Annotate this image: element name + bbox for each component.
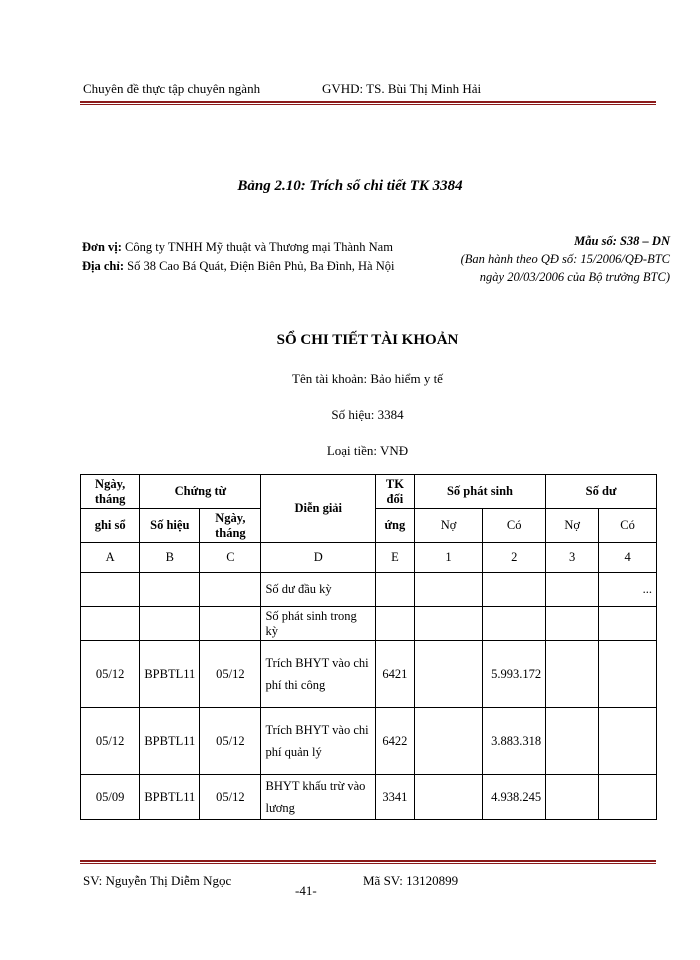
table-row <box>81 775 657 820</box>
footer-student-id: Mã SV: 13120899 <box>363 873 459 888</box>
row-debit <box>414 708 482 775</box>
row-date: 05/12 <box>81 641 140 708</box>
col-debit-header: Nợ <box>414 509 482 543</box>
code-cell: C <box>200 543 261 573</box>
row-voucher-date: 05/12 <box>200 775 261 820</box>
table-caption: Bảng 2.10: Trích sổ chi tiết TK 3384 <box>237 178 463 194</box>
col-tk-header: TK đối <box>375 475 414 509</box>
row-credit: 4.938.245 <box>483 775 546 820</box>
code-cell: B <box>140 543 200 573</box>
code-cell: 3 <box>546 543 599 573</box>
row-voucher-no: BPBTL11 <box>140 641 200 708</box>
form-note-2: ngày 20/03/2006 của Bộ trưởng BTC) <box>479 270 670 284</box>
row-credit: 5.993.172 <box>483 641 546 708</box>
col-arising-header: Số phát sinh <box>414 475 545 509</box>
form-note-1: (Ban hành theo QĐ số: 15/2006/QĐ-BTC <box>460 252 670 266</box>
table-row <box>81 641 657 708</box>
code-row <box>81 543 657 573</box>
header-rule <box>80 101 656 103</box>
row-desc: Trích BHYT vào chi phí thi công <box>261 641 376 708</box>
header-rule-thin <box>80 104 656 105</box>
col-bal-credit-header: Có <box>599 509 657 543</box>
col-voucher-date-header: Ngày, tháng <box>200 509 261 543</box>
row-bal-credit <box>599 775 657 820</box>
period-desc: Số phát sinh trong kỳ <box>261 607 376 641</box>
unit-value: Công ty TNHH Mỹ thuật và Thương mại Thành Nam <box>125 240 393 254</box>
row-bal-credit <box>599 708 657 775</box>
row-voucher-no: BPBTL11 <box>140 775 200 820</box>
unit-info <box>82 238 394 276</box>
row-desc: Trích BHYT vào chi phí quản lý <box>261 708 376 775</box>
code-cell: 2 <box>483 543 546 573</box>
col-desc-header: Diễn giải <box>261 475 376 543</box>
form-number: Mẫu số: S38 – DN <box>574 234 670 248</box>
row-date: 05/09 <box>81 775 140 820</box>
row-tk: 3341 <box>375 775 414 820</box>
address-value: Số 38 Cao Bá Quát, Điện Biên Phủ, Ba Đình, Hà Nội <box>127 259 395 273</box>
col-date-header: Ngày, tháng <box>81 475 140 509</box>
row-bal-debit <box>546 641 599 708</box>
code-cell: E <box>375 543 414 573</box>
col-date-header-2: ghi sổ <box>81 509 140 543</box>
row-credit: 3.883.318 <box>483 708 546 775</box>
row-tk: 6422 <box>375 708 414 775</box>
row-bal-debit <box>546 708 599 775</box>
opening-balance-credit: ... <box>599 573 657 607</box>
row-desc: BHYT khấu trừ vào lương <box>261 775 376 820</box>
header-supervisor: GVHD: TS. Bùi Thị Minh Hải <box>322 81 482 96</box>
currency: Loại tiền: VNĐ <box>326 443 409 458</box>
footer-student: SV: Nguyễn Thị Diễm Ngọc <box>83 873 232 888</box>
row-voucher-date: 05/12 <box>200 708 261 775</box>
code-cell: D <box>261 543 376 573</box>
col-credit-header: Có <box>483 509 546 543</box>
code-cell: 4 <box>599 543 657 573</box>
account-number: Số hiệu: 3384 <box>331 407 404 422</box>
address-label: Địa chỉ: <box>82 259 125 273</box>
opening-balance-row <box>81 573 657 607</box>
opening-desc: Số dư đầu kỳ <box>261 573 376 607</box>
col-voucher-no-header: Số hiệu <box>140 509 200 543</box>
header-topic: Chuyên đề thực tập chuyên ngành <box>83 81 261 96</box>
row-voucher-no: BPBTL11 <box>140 708 200 775</box>
row-tk: 6421 <box>375 641 414 708</box>
row-voucher-date: 05/12 <box>200 641 261 708</box>
col-voucher-header: Chứng từ <box>140 475 261 509</box>
code-cell: A <box>81 543 140 573</box>
unit-label: Đơn vị: <box>82 240 122 254</box>
col-bal-debit-header: Nợ <box>546 509 599 543</box>
col-tk-header-2: ứng <box>375 509 414 543</box>
code-cell: 1 <box>414 543 482 573</box>
footer-rule <box>80 860 656 862</box>
row-bal-debit <box>546 775 599 820</box>
row-debit <box>414 641 482 708</box>
page-number: -41- <box>295 883 317 898</box>
col-balance-header: Số dư <box>546 475 657 509</box>
ledger-table <box>80 474 657 820</box>
form-info <box>440 232 670 286</box>
footer-rule-thin <box>80 863 656 864</box>
row-debit <box>414 775 482 820</box>
row-bal-credit <box>599 641 657 708</box>
table-row <box>81 708 657 775</box>
period-row <box>81 607 657 641</box>
row-date: 05/12 <box>81 708 140 775</box>
account-name: Tên tài khoản: Bảo hiểm y tế <box>292 371 443 386</box>
book-title: SỔ CHI TIẾT TÀI KHOẢN <box>276 332 459 348</box>
